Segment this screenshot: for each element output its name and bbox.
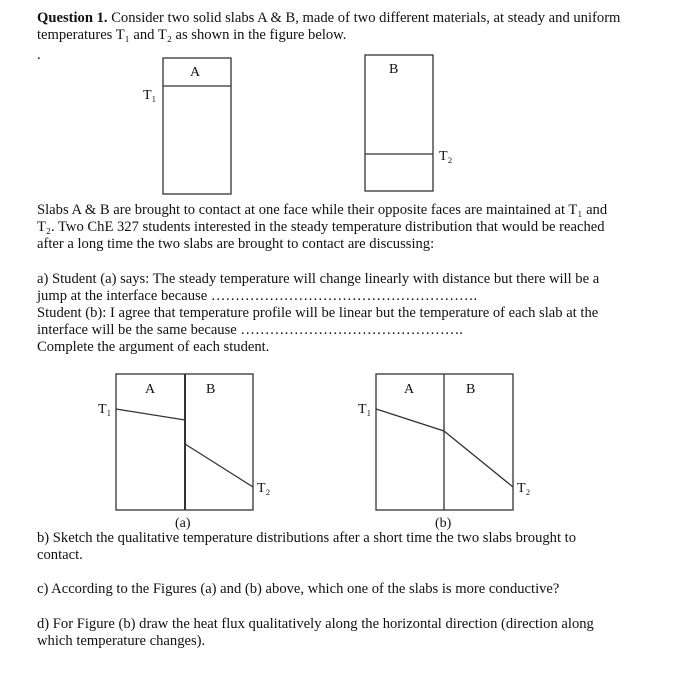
figure-b-label-a: A [404, 382, 415, 397]
part-d-line: d) For Figure (b) draw the heat flux qualitatively along the horizontal direction (direction along [37, 616, 594, 632]
part-b-line: b) Sketch the qualitative temperature distributions after a short time the two slabs brought to [37, 530, 577, 546]
paragraph-line: after a long time the two slabs are brought to contact are discussing: [37, 236, 435, 252]
figure-a [116, 374, 253, 510]
figure-b [376, 374, 513, 510]
label-t1: T₁ [143, 88, 157, 103]
stray-dot: . [37, 47, 41, 63]
intro-text: Consider two solid slabs A & B, made of two different materials, at steady and uniform [107, 10, 621, 26]
label-slab-b: B [389, 62, 399, 77]
part-a-line: interface will be the same because ………………………………………. [37, 322, 463, 338]
part-a-line: a) Student (a) says: The steady temperature will change linearly with distance but there will be a [37, 271, 600, 287]
label-slab-a: A [190, 65, 201, 80]
figure-a-caption: (a) [175, 516, 191, 531]
label-t2: T₂ [439, 149, 453, 164]
part-a-line: Student (b): I agree that temperature profile will be linear but the temperature of each slab at the [37, 305, 599, 321]
figure-a-t1: T₁ [98, 402, 112, 417]
slab-b-box [365, 55, 433, 191]
figure-a-profile-a [116, 409, 185, 420]
part-b-line: contact. [37, 547, 83, 563]
figure-a-t2: T₂ [257, 481, 271, 496]
figure-b-label-b: B [466, 382, 476, 397]
figure-a-profile-b [185, 444, 253, 487]
figure-a-label-b: B [206, 382, 216, 397]
paragraph-line: Slabs A & B are brought to contact at one face while their opposite faces are maintained at T₁ and [37, 202, 608, 218]
part-d-line: which temperature changes). [37, 633, 206, 649]
figure-b-t2: T₂ [517, 481, 531, 496]
question-label: Question 1. [37, 10, 108, 26]
figure-a-label-a: A [145, 382, 156, 397]
part-a-line: Complete the argument of each student. [37, 339, 270, 355]
figure-b-t1: T₁ [358, 402, 372, 417]
figure-b-caption: (b) [435, 516, 452, 531]
paragraph-line: T₂. Two ChE 327 students interested in the steady temperature distribution that would be reached [37, 219, 605, 235]
question-intro-line2: temperatures T₁ and T₂ as shown in the figure below. [37, 27, 347, 43]
part-a-line: jump at the interface because ………………………………………………. [37, 288, 478, 304]
part-c: c) According to the Figures (a) and (b) above, which one of the slabs is more conductive? [37, 581, 560, 597]
